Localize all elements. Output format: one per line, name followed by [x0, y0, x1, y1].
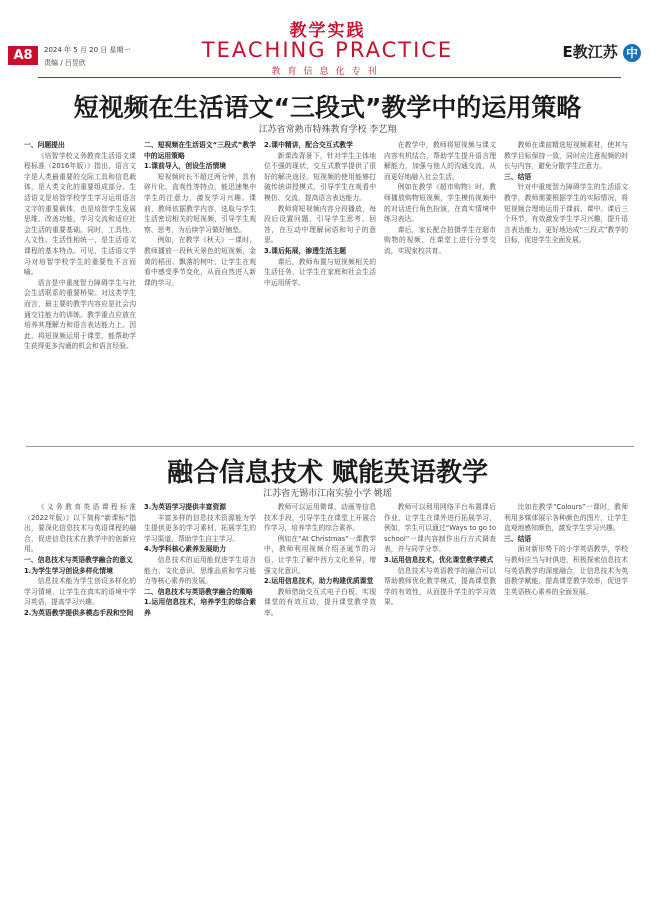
paragraph: 教师在课前精选短视频素材，使其与教学目标保持一致，同时应注意视频的时长与内容，避免分散学生注意力。	[504, 141, 628, 171]
issue-date: 2024 年 5 月 20 日 星期一	[44, 46, 131, 54]
section-heading: 1.运用信息技术，培养学生的综合素养	[144, 598, 256, 617]
section-heading: 2.课中精讲，配合交互式教学	[264, 141, 353, 149]
paragraph: 例如，在教学《秋天》一课时，教师播放一段秋天景色的短视频，金黄的稻田、飘落的树叶，让学生在观看中感受季节变化，从而自然进入新课的学习。	[144, 236, 256, 287]
paragraph: 教师可以利用网络平台布置课后作业，让学生在课外进行拓展学习，例如，学生可以通过“Ways to go to school”一课内容制作出行方式调查表，并与同学分享。	[384, 503, 496, 554]
article1-title: 短视频在生活语文“三段式”教学中的运用策略	[73, 93, 582, 122]
article2-title: 融合信息技术 赋能英语教学	[166, 458, 489, 488]
paragraph: 《义务教育英语课程标准（2022年版）》以下简称“新课标”指出，要深化信息技术与英语课程的融合，促进信息技术在教学中的创新应用。	[24, 503, 136, 554]
article2-author: 江苏省无锡市江南实验小学 姚瑶	[263, 489, 392, 499]
page-header	[0, 0, 655, 78]
paragraph: 例如在“At Christmas”一课教学中，教师利用视频介绍圣诞节的习俗，让学生了解中西方文化差异，增强文化意识。	[264, 534, 376, 575]
article2-column	[24, 502, 136, 902]
paragraph: 例如在教学《超市购物》时，教师播放购物短视频，学生模仿视频中的对话进行角色扮演，在真实情境中练习表达。	[384, 183, 496, 224]
paragraph: 丰富多样的信息技术资源能为学生提供更多的学习素材，拓展学生的学习渠道，帮助学生自主学习。	[144, 513, 256, 543]
paragraph: 比如在教学“Colours”一课时，教师利用多媒体展示各种颜色的图片，让学生直观地感知颜色，激发学生学习兴趣。	[504, 503, 628, 533]
paragraph: 针对中重度智力障碍学生的生活语文教学，教师需要根据学生的实际情况，将短视频合理地运用于课前、课中、课后三个环节，有效激发学生学习兴趣，提升语言表达能力，更好地达成“三段式”教学的目标，促进学生全面发展。	[504, 183, 628, 245]
editor-credit: 责编 / 吕昱欣	[44, 59, 86, 67]
article-divider	[26, 446, 634, 447]
header-divider	[38, 77, 621, 78]
brand-name: E教江苏	[562, 43, 618, 61]
article1-author: 江苏省常熟市特殊教育学校 李艺翔	[258, 125, 397, 135]
paragraph: 信息技术与英语教学的融合可以帮助教师优化教学模式，提高课堂教学的有效性，从而提升学生的学习效果。	[384, 566, 496, 607]
paragraph: 语言是中重度智力障碍学生与社会生活联系的重要桥梁。对这类学生而言，最主要的教学内容应是社会沟通交往能力的训练。教学重点应放在培养其理解力和语言表达能力上。因此，将短视频运用于课堂，能帮助学生获得更多沟通的机会和语言经验。	[24, 278, 136, 351]
section-heading: 二、短视频在生活语文“三段式”教学中的运用策略	[144, 141, 256, 160]
paragraph: 面对新形势下的小学英语教学，学校与教师应当与时俱进，积极探索信息技术与英语教学的深度融合，让信息技术为英语教学赋能，提高课堂教学效率，促进学生英语核心素养的全面发展。	[504, 545, 628, 596]
section-heading: 二、信息技术与英语教学融合的策略	[144, 587, 253, 596]
paragraph: 信息技术能为学生创设多样化的学习情境，让学生在真实的语境中学习英语，提高学习兴趣。	[24, 577, 136, 607]
page-number: A8	[8, 46, 38, 65]
paragraph: 《培智学校义务教育生活语文课程标准（2016年版）》指出，语言文字是人类最重要的交际工具和信息载体，是人类文化的重要组成部分。生活语文是培智学校学生学习运用语言文字的重要载体，也是培智学生发展思维、改善功能，学习交流和适应社会生活的重要基础。同时，工具性、人文性、生活性相统一，是生活语文课程的基本特点。可见，生活语文学习对培智学校学生的重要性不言而喻。	[24, 151, 136, 277]
article2-column	[144, 502, 256, 902]
section-heading: 一、信息技术与英语教学融合的意义	[24, 555, 133, 564]
paragraph: 教师可以运用微课、动画等信息技术手段，引导学生在课堂上开展合作学习，培养学生的综合素养。	[264, 503, 376, 533]
paragraph: 教师将短视频内容分段播放，每段后设置问题，引导学生思考、回答，在互动中理解词语和句子的意思。	[264, 204, 376, 245]
article2-column	[504, 502, 628, 902]
section-heading: 1.课前导入，创设生活情境	[144, 162, 227, 171]
article1-column	[504, 140, 628, 440]
article1-column	[144, 140, 256, 440]
paragraph: 新课改背景下，针对学生主体地位不强的现状，交互式教学提供了很好的解决途径。短视频的使用能够打破传统讲授模式，引导学生在观看中模仿、交流，提高语言表达能力。	[264, 151, 376, 202]
brand-icon: 中	[623, 44, 641, 62]
article1-column	[264, 140, 376, 440]
section-heading: 3.课后拓展，渗透生活主题	[264, 246, 347, 255]
section-heading: 2.运用信息技术，助力构建优质课堂	[264, 577, 374, 586]
section-heading: 2.为英语教学提供多模态手段和空间	[24, 608, 134, 617]
paragraph: 信息技术的运用能促进学生语言能力、文化意识、思维品质和学习能力等核心素养的发展。	[144, 555, 256, 586]
section-heading: 三、结语	[504, 172, 532, 181]
paragraph: 课后，教师布置与短视频相关的生活任务，让学生在家庭和社会生活中运用所学。	[264, 257, 376, 287]
article1-column	[24, 140, 136, 440]
section-heading: 1.为学生学习创设多样化情境	[24, 566, 113, 575]
section-heading: 4.为学科核心素养发展助力	[144, 545, 227, 554]
paragraph: 课后，家长配合拍摄学生在超市购物的视频，在课堂上进行分享交流，实现家校共育。	[384, 225, 496, 255]
section-heading: 三、结语	[504, 534, 532, 543]
section-heading: 3.运用信息技术，优化课堂教学模式	[384, 555, 494, 564]
section-heading: 一、问题提出	[24, 141, 65, 149]
column-name: 教育信息化专刊	[271, 67, 384, 77]
paragraph: 教师借助交互式电子白板，实现课堂的有效互动，提升课堂教学效率。	[264, 587, 376, 617]
article2-column	[264, 502, 376, 902]
paragraph: 短视频时长不超过两分钟，具有碎片化、直观性等特点，能迅速集中学生的注意力，激发学习兴趣。课前，教师依据教学内容，选取与学生生活密切相关的短视频，引导学生观察、思考，为后续学习做好铺垫。	[144, 172, 256, 234]
paragraph: 在教学中，教师将短视频与课文内容有机结合，帮助学生提升语言理解能力，加强与他人的沟通交流，从而更好地融入社会生活。	[384, 141, 496, 181]
brand-logo	[563, 41, 641, 62]
article1-column	[384, 140, 496, 440]
section-title-cn: 教学实践	[289, 21, 366, 41]
article2-column	[384, 502, 496, 902]
section-heading: 3.为英语学习提供丰富资源	[144, 503, 227, 511]
section-title-en: TEACHING PRACTICE	[201, 38, 454, 62]
